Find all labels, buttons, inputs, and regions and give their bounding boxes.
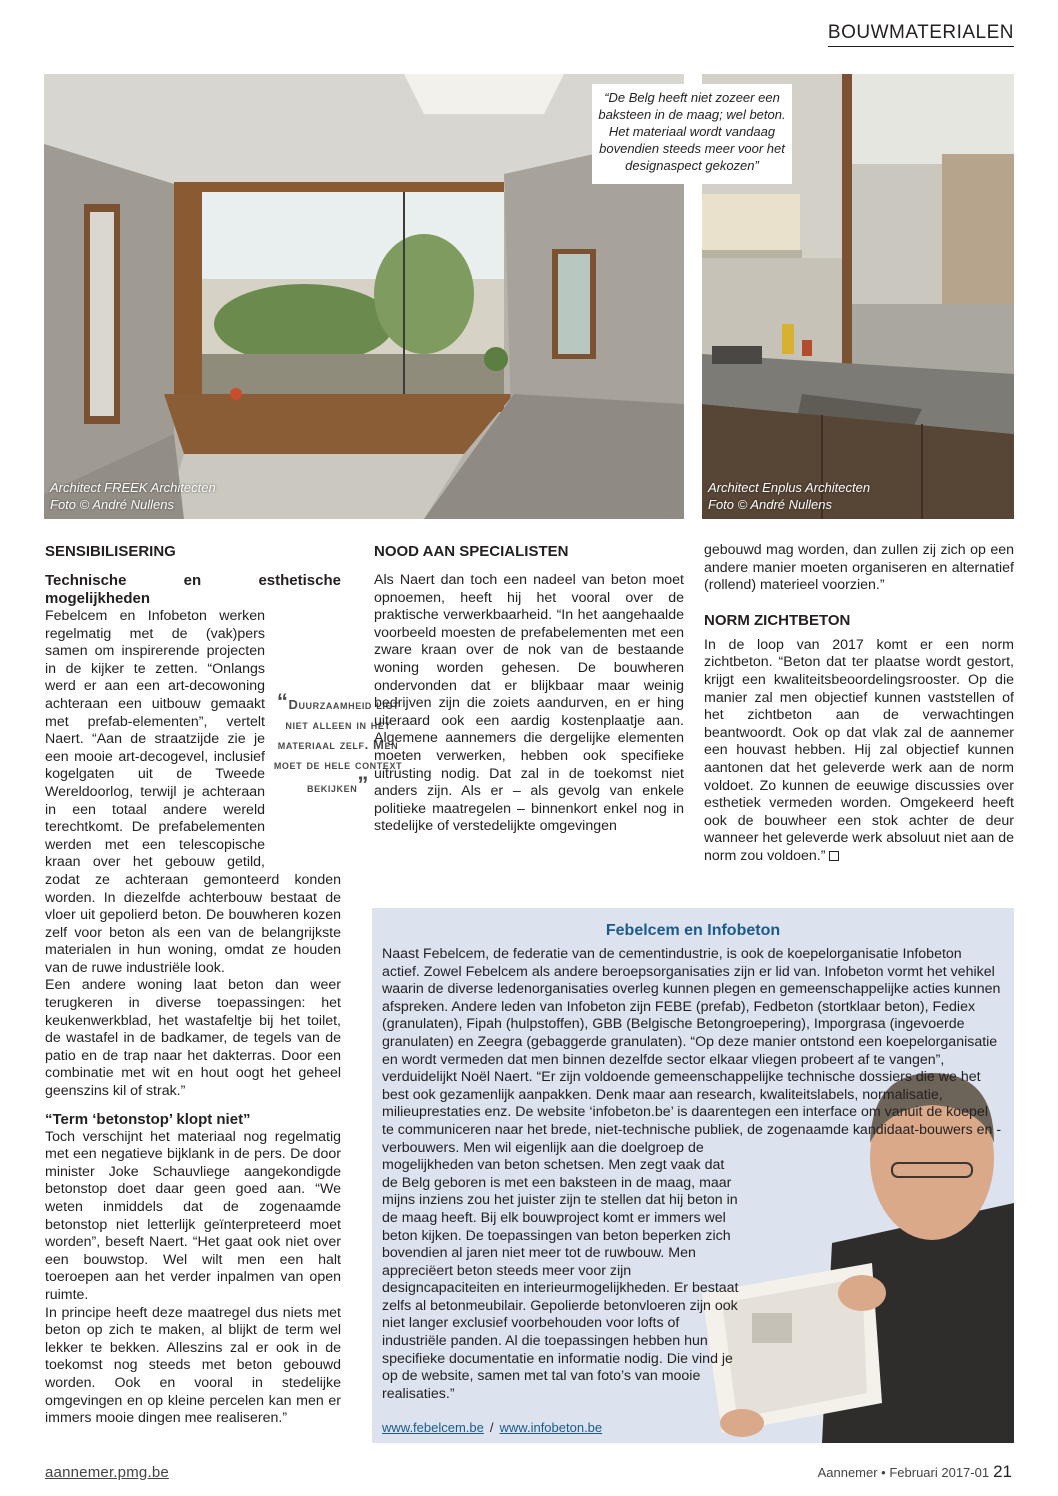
architect-credit: Architect Enplus Architecten xyxy=(708,480,871,495)
quote-close-mark: ” xyxy=(357,772,369,797)
section-heading: SENSIBILISERING xyxy=(45,543,176,560)
paragraph: Als Naert dan toch een nadeel van beton moet opnoemen, heeft hij het vooral over de praktische verwerkbaarheid. “In het aangehaalde voorbeeld moesten de prefabelementen met een zware kraan over de nok van de bestaande woning worden gehesen. De bouwheren ondervonden dat er blijkbaar maar weinig bedrijven zijn die zoiets aandurven, en er hing uiteraard ook een aardig kostenplaatje aan. Algemene aannemers die dergelijke elementen moeten verwerken, hebben ook specifieke uitrusting nodig. Dat zal in de toekomst niet anders zijn. Als er – als gevolg van enkele politieke maatregelen – binnenkort enkel nog in stedelijke of verstedelijkte omgevingen xyxy=(374,572,684,835)
magazine-issue: Aannemer • Februari 2017-01 xyxy=(817,1465,990,1480)
paragraph-text: Febelcem en Infobeton werken regelmatig met de (vak)pers samen om inspirerende projecten in de kijker te zetten. “Onlangs werd er aan een art-decowoning achteraan een uitbouw gemaakt met prefab-elementen”, vertelt Naert. “Aan de straatzijde zie je een mooie art-decogevel, inclusief kogelgaten uit de Tweede Wereldoorlog, terwijl je achteraan in een totaal andere wereld terechtkomt. De prefabelementen werden met een telescopische kraan over het gebouw getild, zodat ze achteraan gemonteerd konden worden. In diezelfde achterbouw bestaat de vloer uit gepolierd beton. De bouwheren kozen zelf voor beton als een van de belangrijkste materialen in hun woning, omdat ze houden van de ruwe industriële look. xyxy=(45,608,341,976)
interior-illustration xyxy=(44,74,684,519)
paragraph: gebouwd mag worden, dan zullen zij zich op een andere manier moeten organiseren en alternatief (rollend) materieel voorzien.” xyxy=(704,542,1014,594)
pull-quote-text: Duurzaamheid ligt niet alleen in het materiaal zelf. Men moet de hele context bekijken xyxy=(273,697,403,795)
info-box-links xyxy=(382,1420,602,1435)
info-box-text: Naast Febelcem, de federatie van de cementindustrie, is ook de koepelorganisatie Infobeton actief. Zowel Febelcem als andere beroepsorganisaties zijn er lid van. Infobeton vormt het vehikel waarin de diverse ledenorganisaties overleg kunnen plegen en gemeenschappelijke acties kunnen afspreken. Andere leden van Infobeton zijn FEBE (prefab), Fedbeton (stortklaar beton), Fediex (granulaten), Fipah (hulpstoffen), GBB (Belgische Betongroepering), Imporgrasa (ingevoerde granulaten) en Zeegra (gebaggerde granulaten). “Op deze manier ontstond een koepelorganisatie en wordt vermeden dat men binnen dezelfde sector elkaar vliegen probeert af te vangen”, verduidelijkt Noël Naert. “Er zijn voldoende gemeenschappelijke technische dossiers die we het best ook gezamenlijk aanpakken. Denk maar aan research, kwaliteitslabels, normalisatie, milieuprestaties enz. De website ‘infobeton.be’ is daarentegen een interface om vanuit de koepel te communiceren naar het brede, niet-technische publiek, de zogenaamde kandidaat-bouwers en -verbouwers. Men wil eigenlijk aan die doelgroep de mogelijkheden van beton schetsen. Men zegt vaak dat de Belg geboren is met een baksteen in de maag, maar mijns inziens zou het juister zijn te stellen dat hij beton in de maag heeft. Bij elk bouwproject komt er immers wel beton kijken. De toepassingen van beton beperken zich bovendien al jaren niet meer tot de ruwbouw. Men appreciëert beton steeds meer voor zijn designcapaciteiten en interieurmogelijkheden. Er bestaat zelfs al betonmeubilair. Gepolierde betonvloeren zijn ook niet langer exclusief voorbehouden voor lofts of industriële panden. Al die toepassingen hebben hun specifieke documentatie en informatie nodig. Die vind je op de website, samen met tal van foto’s van mooie realisaties.” xyxy=(382,946,1002,1402)
info-box-title: Febelcem en Infobeton xyxy=(605,922,781,939)
section-heading: NOOD AAN SPECIALISTEN xyxy=(374,543,569,560)
subheading: “Term ‘betonstop’ klopt niet” xyxy=(45,1110,251,1128)
febelcem-link[interactable]: www.febelcem.be xyxy=(382,1420,484,1435)
paragraph xyxy=(704,637,1014,866)
footer-info xyxy=(818,1462,1012,1482)
quote-open-mark: “ xyxy=(276,689,289,714)
paragraph-text: In de loop van 2017 komt er een norm zichtbeton. “Beton dat ter plaatse wordt gestort, krijgt een kwaliteitsbeoordelingsrooster. Op die manier zal men objectief kunnen vaststellen of het zichtbeton aan de verwachtingen beantwoordt. Ook op dat vlak zal de aannemer een houvast hebben. Hij zal objectief kunnen aantonen dat het geleverde werk aan de norm voldoet. Zo kunnen de eeuwige discussies over esthetiek vermeden worden. Omgekeerd heeft ook de bouwheer een stok achter de deur wanneer het geleverde werk absoluut niet aan de norm zou voldoen.” xyxy=(704,636,1014,864)
architect-credit: Architect FREEK Architecten xyxy=(50,480,216,495)
photo-credit: Foto © André Nullens xyxy=(708,497,832,512)
footer-website-link[interactable]: aannemer.pmg.be xyxy=(45,1464,169,1481)
section-heading: NORM ZICHTBETON xyxy=(704,611,851,629)
end-of-article-icon xyxy=(829,851,839,861)
paragraph: In principe heeft deze maatregel dus niets met beton op zich te maken, al blijkt de term wel lekker te bekken. Alleszins zal er ook in de toekomst nog steeds met beton gebouwd worden. Ook en vooral in stedelijke omgevingen en op kleine percelen kan men er immers mooie dingen mee realiseren.” xyxy=(45,1304,341,1427)
page-number: 21 xyxy=(993,1462,1012,1481)
column-3 xyxy=(704,542,1014,866)
photo-credit: Foto © André Nullens xyxy=(50,497,174,512)
interior-photo-left xyxy=(44,74,684,519)
paragraph: Toch verschijnt het materiaal nog regelmatig met een negatieve bijklank in de pers. De door minister Joke Schauvliege aangekondigde betonstop doet daar geen goed aan. “We weten inmiddels dat de zogenaamde betonstop niet letterlijk geïnterpreteerd moet worden”, beseft Naert. “Het gaat ook niet over een bouwstop. Wel wilt men een halt toeroepen aan het verder inpalmen van open ruimte. xyxy=(45,1128,341,1303)
paragraph: Een andere woning laat beton dan weer terugkeren in diverse toepassingen: het keukenwerkblad, het wastafeltje bij het toilet, de wastafel in de badkamer, de tegels van de patio en de trap naar het dakterras. Door een combinatie met wit en hout oogt het geheel geenszins kil of strak.” xyxy=(45,977,341,1100)
link-separator: / xyxy=(489,1420,494,1435)
column-1 xyxy=(45,542,341,1428)
subheading: Technische en esthetische mogelijkheden xyxy=(45,572,341,607)
photo-right-caption xyxy=(708,479,870,513)
photo-left-caption xyxy=(50,479,216,513)
info-box xyxy=(372,908,1014,1443)
column-2 xyxy=(374,542,684,836)
photo-quote: “De Belg heeft niet zozeer een baksteen in de maag; wel beton. Het materiaal wordt vandaag bovendien steeds meer voor het designaspect gekozen” xyxy=(592,84,792,184)
infobeton-link[interactable]: www.infobeton.be xyxy=(499,1420,603,1435)
section-tag: BOUWMATERIALEN xyxy=(828,22,1014,47)
